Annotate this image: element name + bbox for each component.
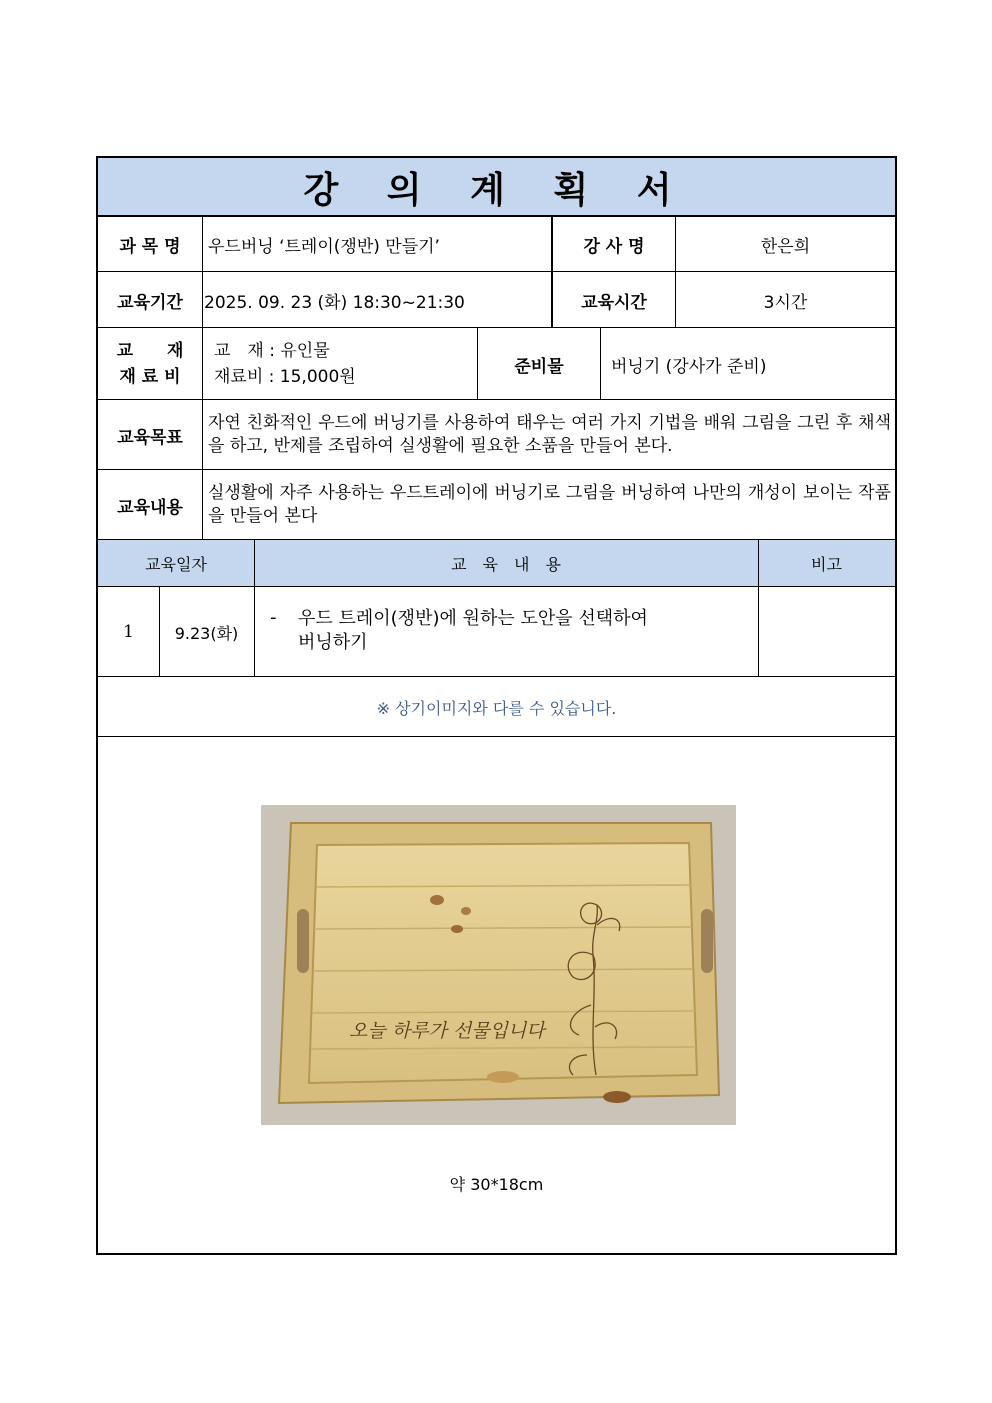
- period-value: 2025. 09. 23 (화) 18:30~21:30: [204, 292, 465, 313]
- bullet-dash: -: [270, 607, 277, 628]
- schedule-row-date: 9.23(화): [174, 623, 239, 643]
- wood-tray-illustration: [261, 805, 736, 1125]
- schedule-content-header: 교 육 내 용: [254, 540, 758, 587]
- course-label: 과 목 명: [119, 236, 181, 257]
- materials-label: [98, 328, 202, 400]
- lecture-plan-form: [96, 156, 897, 1255]
- textbook-value: 교 재 : 유인물: [214, 341, 330, 361]
- prep-value: 버닝기 (강사가 준비): [611, 356, 767, 377]
- course-name: 우드버닝 ‘트레이(쟁반) 만들기’: [208, 236, 440, 257]
- content-text: 실생활에 자주 사용하는 우드트레이에 버닝기로 그림을 버닝하여 나만의 개성이 보이는 작품을 만들어 본다: [208, 483, 891, 526]
- materials-label-line2: 재 료 비: [119, 367, 181, 387]
- image-caption: 약 30*18cm: [449, 1174, 544, 1194]
- schedule-row-number: 1: [123, 622, 134, 642]
- schedule-row-note: [758, 587, 895, 677]
- schedule-row-line2: 버닝하기: [298, 632, 368, 653]
- material-fee-value: 재료비 : 15,000원: [214, 367, 356, 387]
- hours-value: 3시간: [763, 292, 808, 313]
- schedule-date-header: 교육일자: [98, 540, 254, 587]
- prep-label: 준비물: [514, 356, 564, 377]
- period-label: 교육기간: [117, 292, 183, 313]
- goal-text: 자연 친화적인 우드에 버닝기를 사용하여 태우는 여러 가지 기법을 배워 그림을 그린 후 채색을 하고, 반제를 조립하여 실생활에 필요한 소품을 만들어 본다.: [208, 413, 891, 456]
- image-notice: ※ 상기이미지와 다를 수 있습니다.: [376, 698, 617, 718]
- schedule-note-header: 비고: [758, 540, 895, 587]
- hours-label: 교육시간: [581, 292, 647, 313]
- materials-value: [202, 328, 477, 400]
- goal-label: 교육목표: [117, 427, 183, 448]
- wood-tray-photo: [261, 805, 736, 1125]
- instructor-label: 강 사 명: [583, 236, 645, 257]
- tray-engraving: 오늘 하루가 선물입니다: [349, 1020, 545, 1042]
- instructor-name: 한은희: [760, 236, 811, 257]
- schedule-row-line1: 우드 트레이(쟁반)에 원하는 도안을 선택하여: [298, 608, 648, 629]
- schedule-row-content: [254, 587, 758, 677]
- materials-label-line1: 교 재: [116, 341, 184, 361]
- content-label: 교육내용: [117, 497, 183, 518]
- document-title: 강 의 계 획 서: [98, 158, 895, 216]
